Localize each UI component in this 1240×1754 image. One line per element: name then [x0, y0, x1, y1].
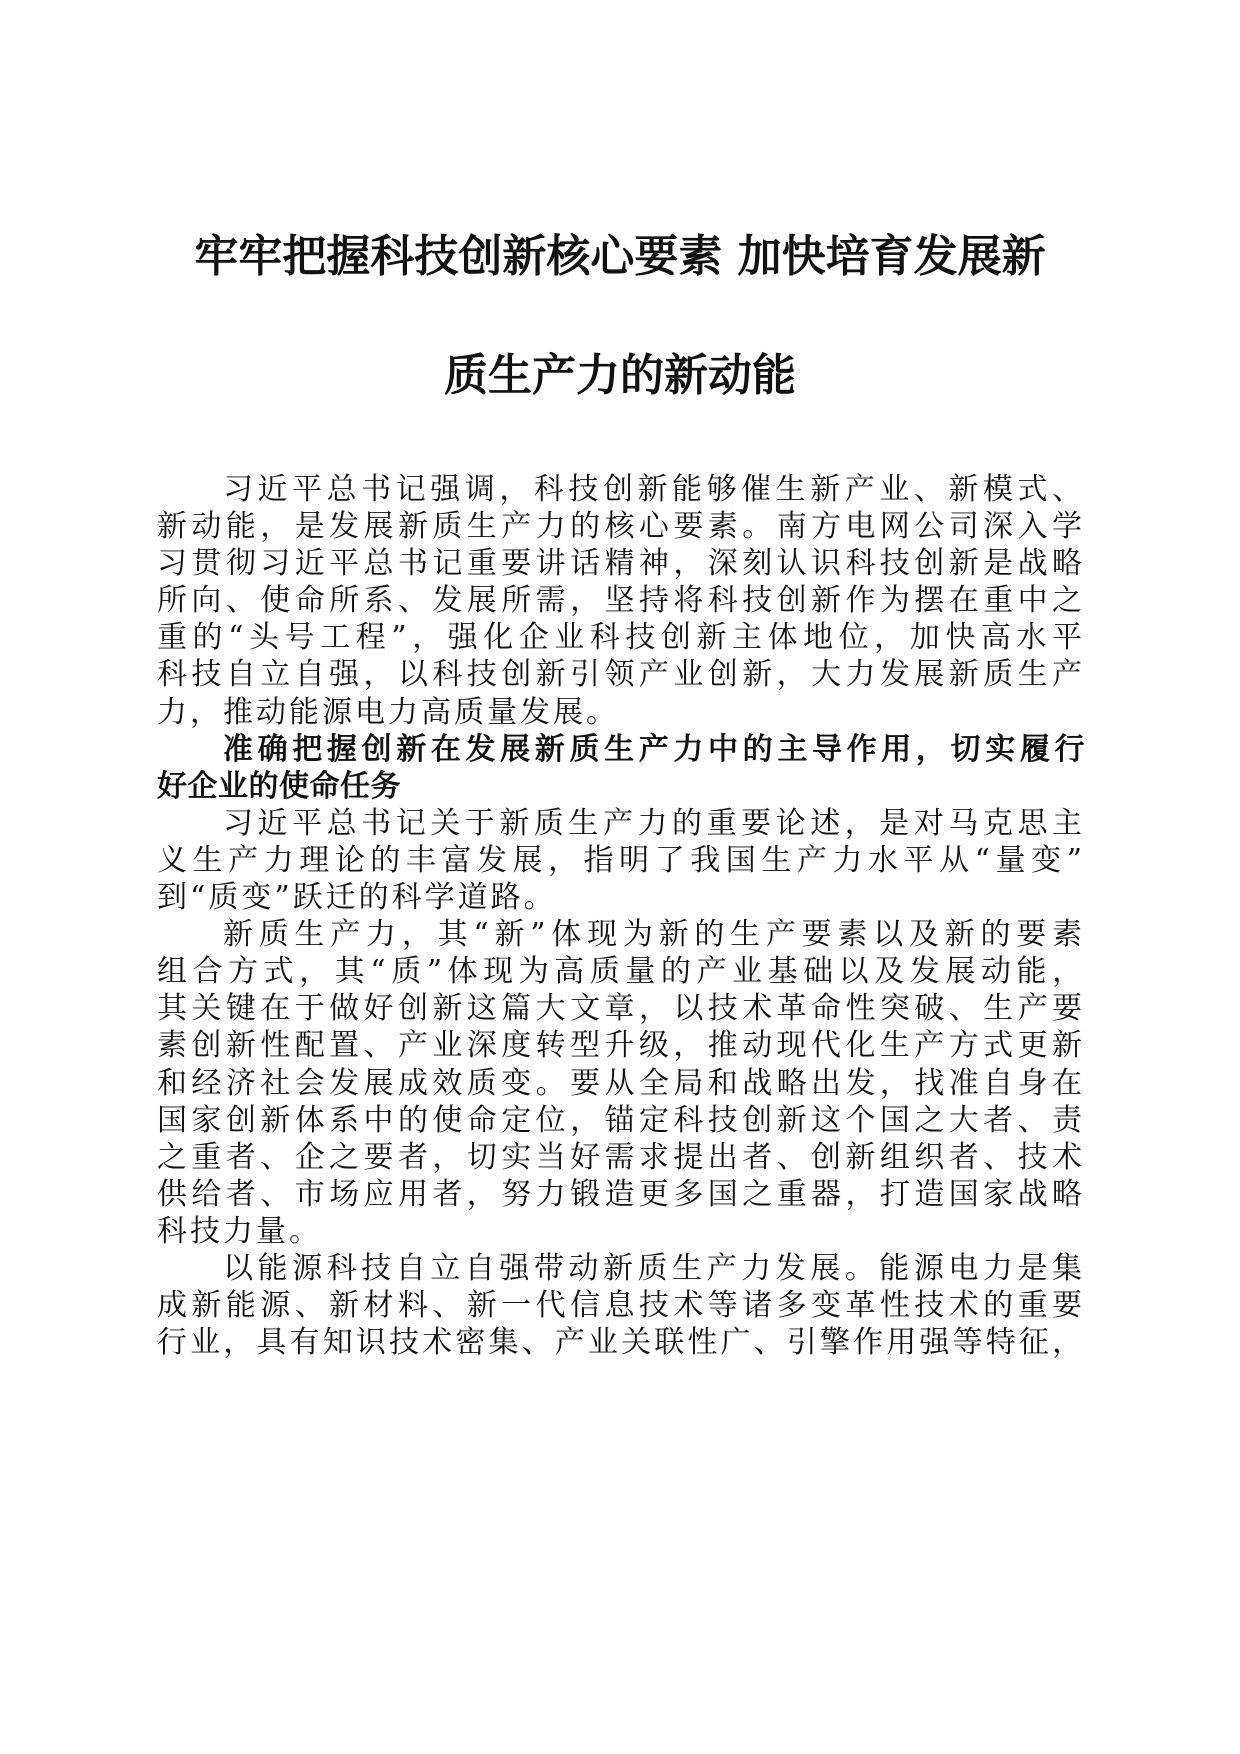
text-line: 组合方式，其“质”体现为高质量的产业基础以及发展动能，	[157, 954, 1085, 990]
text-line: 以能源科技自立自强带动新质生产力发展。能源电力是集	[223, 1250, 1085, 1286]
text-line: 科技自立自强，以科技创新引领产业创新，大力发展新质生产	[157, 657, 1085, 693]
text-line: 新质生产力，其“新”体现为新的生产要素以及新的要素	[223, 917, 1085, 953]
text-line: 成新能源、新材料、新一代信息技术等诸多变革性技术的重要	[157, 1288, 1085, 1324]
text-line: 素创新性配置、产业深度转型升级，推动现代化生产方式更新	[157, 1028, 1085, 1064]
paragraph	[157, 916, 1085, 1250]
section-heading	[157, 731, 1085, 805]
document-body	[157, 471, 1085, 1361]
text-line: 重的“头号工程”，强化企业科技创新主体地位，加快高水平	[157, 620, 1085, 656]
text-line: 和经济社会发展成效质变。要从全局和战略出发，找准自身在	[157, 1065, 1085, 1101]
heading-line: 准确把握创新在发展新质生产力中的主导作用，切实履行	[223, 731, 1085, 767]
heading-line: 好企业的使命任务	[157, 768, 401, 804]
text-line: 其关键在于做好创新这篇大文章，以技术革命性突破、生产要	[157, 991, 1085, 1027]
text-line: 供给者、市场应用者，努力锻造更多国之重器，打造国家战略	[157, 1176, 1085, 1212]
text-line: 力，推动能源电力高质量发展。	[157, 694, 619, 730]
paragraph	[157, 1250, 1085, 1361]
text-line: 到“质变”跃迁的科学道路。	[157, 880, 557, 916]
text-line: 所向、使命所系、发展所需，坚持将科技创新作为摆在重中之	[157, 583, 1085, 619]
text-line: 习近平总书记强调，科技创新能够催生新产业、新模式、	[223, 472, 1085, 507]
paragraph	[157, 805, 1085, 916]
text-line: 国家创新体系中的使命定位，锚定科技创新这个国之大者、责	[157, 1102, 1085, 1138]
document-title-line-2: 质生产力的新动能	[444, 350, 796, 401]
text-line: 习贯彻习近平总书记重要讲话精神，深刻认识科技创新是战略	[157, 546, 1085, 582]
text-line: 科技力量。	[157, 1213, 322, 1249]
text-line: 习近平总书记关于新质生产力的重要论述，是对马克思主	[223, 805, 1085, 841]
text-line: 新动能，是发展新质生产力的核心要素。南方电网公司深入学	[157, 509, 1085, 545]
text-line: 行业，具有知识技术密集、产业关联性广、引擎作用强等特征，	[157, 1325, 1085, 1361]
paragraph-intro	[157, 471, 1085, 731]
text-line: 之重者、企之要者，切实当好需求提出者、创新组织者、技术	[157, 1139, 1085, 1175]
document-title-line-1: 牢牢把握科技创新核心要素 加快培育发展新	[194, 231, 1046, 282]
text-line: 义生产力理论的丰富发展，指明了我国生产力水平从“量变”	[157, 842, 1085, 878]
